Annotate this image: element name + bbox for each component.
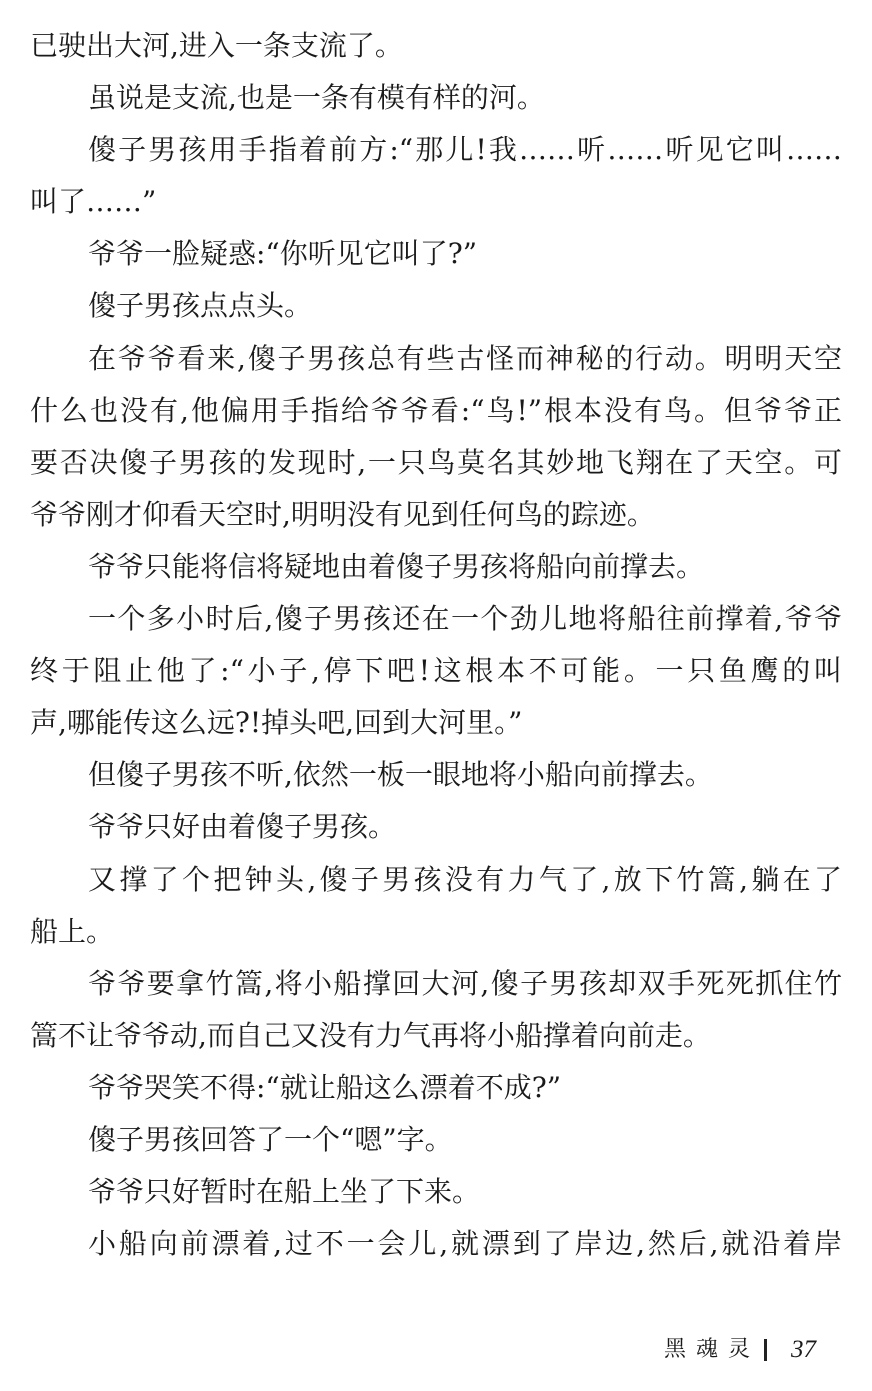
text-line: 傻子男孩回答了一个“嗯”字。 <box>88 1122 453 1156</box>
paragraph <box>30 854 842 958</box>
paragraph <box>30 333 842 541</box>
text-line: 声,哪能传这么远?!掉头吧,回到大河里。” <box>30 706 523 740</box>
paragraph <box>30 124 842 228</box>
text-line: 虽说是支流,也是一条有模有样的河。 <box>88 81 545 115</box>
page-footer <box>664 1333 816 1367</box>
text-line: 爷爷只好暂时在船上坐了下来。 <box>88 1175 481 1209</box>
paragraph <box>30 1166 842 1218</box>
text-line: 爷爷只能将信将疑地由着傻子男孩将船向前撑去。 <box>88 549 705 583</box>
text-line: 爷爷只好由着傻子男孩。 <box>88 810 397 844</box>
body-text <box>30 20 842 1270</box>
text-line: 叫了……” <box>30 185 157 219</box>
text-line: 船上。 <box>30 914 115 948</box>
paragraph <box>30 593 842 749</box>
text-line: 爷爷哭笑不得:“就让船这么漂着不成?” <box>88 1070 562 1104</box>
text-line: 终于阻止他了:“小子,停下吧!这根本不可能。一只鱼鹰的叫 <box>30 654 842 688</box>
text-line: 爷爷要拿竹篙,将小船撑回大河,傻子男孩却双手死死抓住竹 <box>88 966 842 1000</box>
text-line: 傻子男孩用手指着前方:“那儿!我……听……听见它叫…… <box>88 133 842 167</box>
text-line: 又撑了个把钟头,傻子男孩没有力气了,放下竹篙,躺在了 <box>88 862 842 896</box>
text-line: 傻子男孩点点头。 <box>88 289 313 323</box>
text-line: 小船向前漂着,过不一会儿,就漂到了岸边,然后,就沿着岸 <box>88 1227 842 1261</box>
paragraph <box>30 20 842 72</box>
paragraph <box>30 1114 842 1166</box>
paragraph <box>30 1218 842 1270</box>
footer-divider <box>764 1339 767 1361</box>
text-line: 在爷爷看来,傻子男孩总有些古怪而神秘的行动。明明天空 <box>88 341 842 375</box>
paragraph <box>30 1062 842 1114</box>
text-line: 已驶出大河,进入一条支流了。 <box>30 29 403 62</box>
text-line: 要否决傻子男孩的发现时,一只鸟莫名其妙地飞翔在了天空。可 <box>30 445 842 479</box>
paragraph <box>30 958 842 1062</box>
text-line: 篙不让爷爷动,而自己又没有力气再将小船撑着向前走。 <box>30 1018 711 1052</box>
paragraph <box>30 801 842 853</box>
paragraph <box>30 541 842 593</box>
paragraph <box>30 749 842 801</box>
text-line: 爷爷刚才仰看天空时,明明没有见到任何鸟的踪迹。 <box>30 497 655 531</box>
running-title: 黑魂灵 <box>664 1337 761 1362</box>
text-line: 但傻子男孩不听,依然一板一眼地将小船向前撑去。 <box>88 758 713 792</box>
text-line: 一个多小时后,傻子男孩还在一个劲儿地将船往前撑着,爷爷 <box>88 602 842 636</box>
text-line: 爷爷一脸疑惑:“你听见它叫了?” <box>88 237 478 271</box>
paragraph <box>30 228 842 280</box>
paragraph <box>30 280 842 332</box>
page-number: 37 <box>791 1336 817 1363</box>
paragraph <box>30 72 842 124</box>
text-line: 什么也没有,他偏用手指给爷爷看:“鸟!”根本没有鸟。但爷爷正 <box>30 393 842 427</box>
